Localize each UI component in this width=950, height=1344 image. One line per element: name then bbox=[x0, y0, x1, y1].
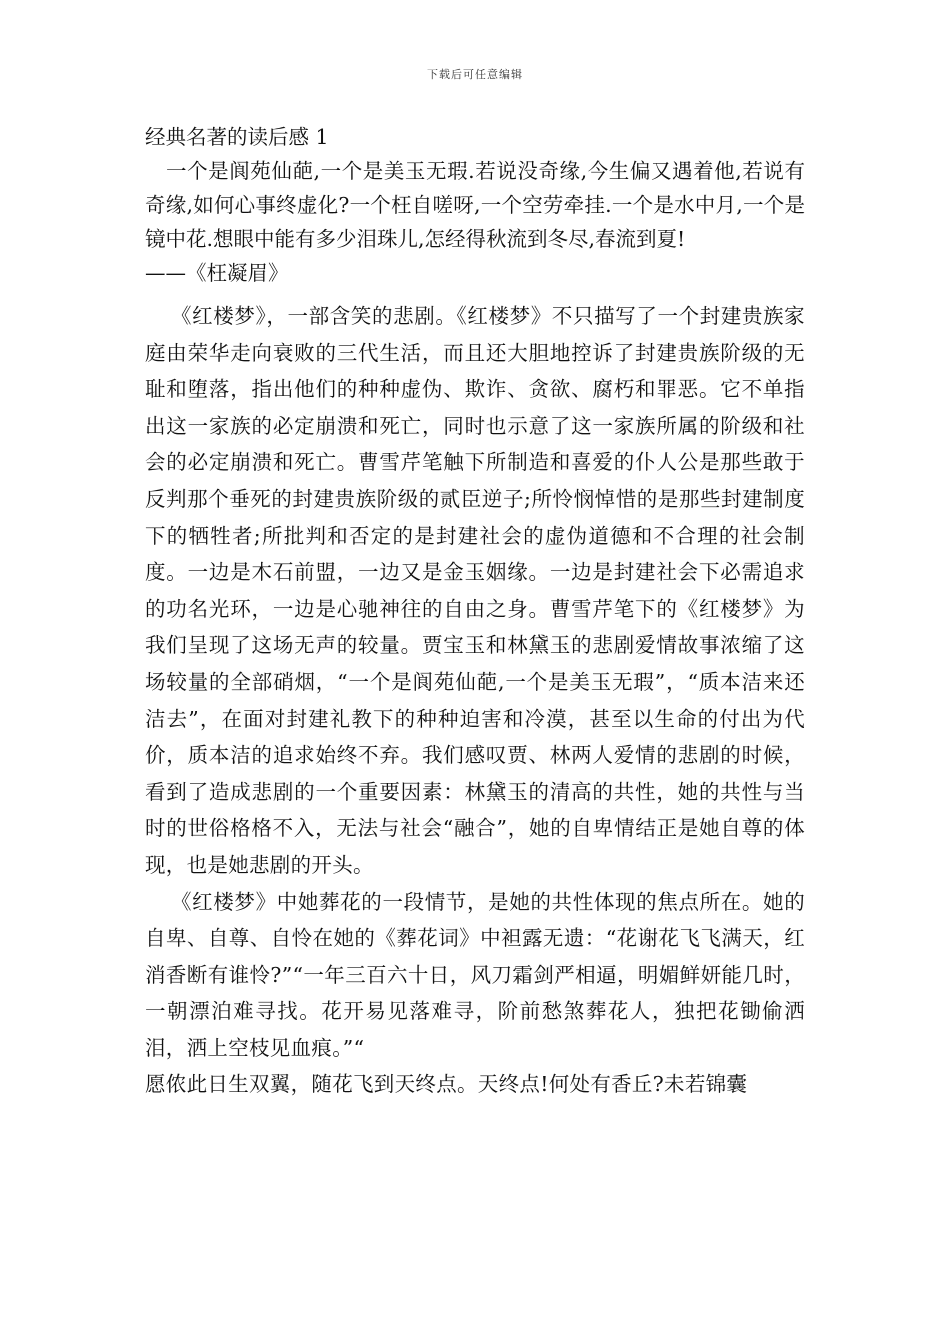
page-header: 下载后可任意编辑 bbox=[427, 68, 523, 81]
poem-attribution: ——《枉凝眉》 bbox=[145, 261, 289, 285]
poem-text: 一个是阆苑仙葩,一个是美玉无瑕.若说没奇缘,今生偏又遇着他,若说有奇缘,如何心事终虚化?一个枉自嗟呀,一个空劳牵挂.一个是水中月,一个是镜中花.想眼中能有多少泪珠儿,怎经得秋流到冬尽,春流到夏! bbox=[145, 159, 805, 251]
document-body bbox=[145, 120, 805, 1103]
document-title: 经典名著的读后感 1 bbox=[145, 125, 329, 149]
paragraph-1: 《红楼梦》，一部含笑的悲剧。《红楼梦》不只描写了一个封建贵族家庭由荣华走向衰败的三代生活，而且还大胆地控诉了封建贵族阶级的无耻和堕落，指出他们的种种虚伪、欺诈、贪欲、腐朽和罪恶。它不单指出这一家族的必定崩溃和死亡，同时也示意了这一家族所属的阶级和社会的必定崩溃和死亡。曹雪芹笔触下所制造和喜爱的仆人公是那些敢于反判那个垂死的封建贵族阶级的贰臣逆子;所怜悯悼惜的是那些封建制度下的牺牲者;所批判和否定的是封建社会的虚伪道德和不合理的社会制度。一边是木石前盟，一边又是金玉姻缘。一边是封建社会下必需追求的功名光环，一边是心驰神往的自由之身。曹雪芹笔下的《红楼梦》为我们呈现了这场无声的较量。贾宝玉和林黛玉的悲剧爱情故事浓缩了这场较量的全部硝烟，“一个是阆苑仙葩,一个是美玉无瑕”，“质本洁来还洁去”，在面对封建礼教下的种种迫害和冷漠，甚至以生命的付出为代价，质本洁的追求始终不弃。我们感叹贾、林两人爱情的悲剧的时候，看到了造成悲剧的一个重要因素：林黛玉的清高的共性，她的共性与当时的世俗格格不入，无法与社会“融合”，她的自卑情结正是她自尊的体现，也是她悲剧的开头。 bbox=[145, 304, 805, 877]
paragraph-3: 愿侬此日生双翼，随花飞到天终点。天终点!何处有香丘?未若锦囊 bbox=[145, 1072, 748, 1097]
paragraph-2: 《红楼梦》中她葬花的一段情节，是她的共性体现的焦点所在。她的自卑、自尊、自怜在她的《葬花词》中袒露无遗：“花谢花飞飞满天，红消香断有谁怜?”“一年三百六十日，风刀霜剑严相逼，明媚鲜妍能几时，一朝漂泊难寻找。花开易见落难寻，阶前愁煞葬花人，独把花锄偷洒泪，洒上空枝见血痕。”“ bbox=[145, 889, 805, 1060]
